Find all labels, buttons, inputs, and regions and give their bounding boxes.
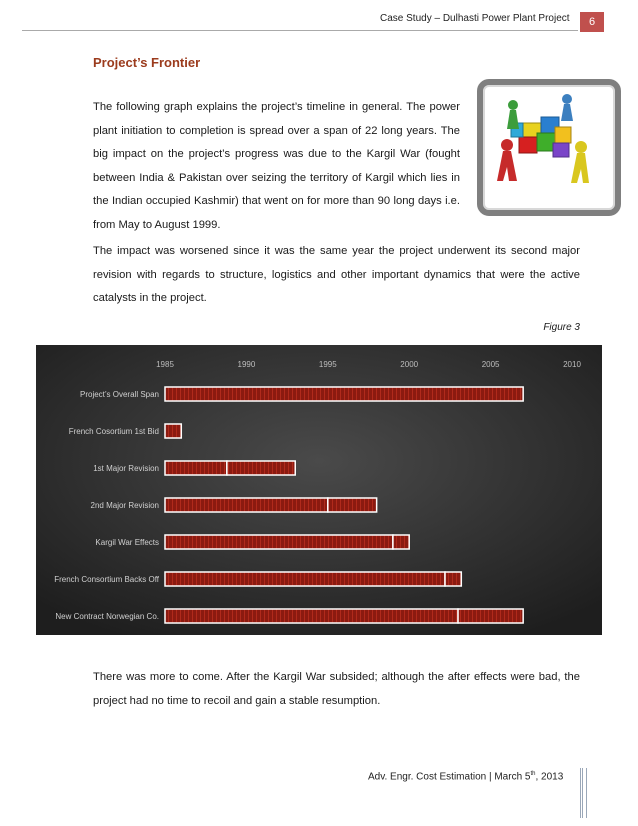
timeline-chart bbox=[36, 345, 602, 635]
x-tick-label-1995: 1995 bbox=[318, 360, 337, 369]
category-label-2: 1st Major Revision bbox=[93, 464, 159, 473]
x-tick-label-1985: 1985 bbox=[156, 360, 174, 369]
x-tick-label-1990: 1990 bbox=[237, 360, 256, 369]
timeline-bar-3-1 bbox=[328, 498, 377, 512]
section-title: Project’s Frontier bbox=[93, 55, 201, 70]
puzzle-team-image bbox=[483, 85, 603, 198]
category-label-1: French Cosortium 1st Bid bbox=[68, 427, 159, 436]
timeline-bar-3-0 bbox=[165, 498, 328, 512]
footer-text-main: Adv. Engr. Cost Estimation | March 5 bbox=[368, 771, 531, 783]
timeline-bar-1-0 bbox=[165, 424, 181, 438]
timeline-bar-4-1 bbox=[393, 535, 409, 549]
category-label-6: New Contract Norwegian Co. bbox=[55, 612, 159, 621]
category-label-4: Kargil War Effects bbox=[95, 538, 159, 547]
timeline-bar-6-0 bbox=[165, 609, 458, 623]
timeline-bar-2-1 bbox=[227, 461, 295, 475]
page-number-badge: 6 bbox=[580, 12, 604, 32]
category-label-5: French Consortium Backs Off bbox=[54, 575, 159, 584]
x-tick-label-2010: 2010 bbox=[563, 360, 581, 369]
category-label-0: Project’s Overall Span bbox=[80, 390, 159, 399]
paragraph-aftermath: There was more to come. After the Kargil War subsided; although the after effects were bad, the project had no time to recoil and gain a stable resumption. bbox=[93, 671, 580, 707]
figure-label: Figure 3 bbox=[543, 322, 580, 333]
paragraph-impact: The impact was worsened since it was the same year the project underwent its second major revision with regards to structure, logistics and other important dynamics that were the active catalysts in the project. bbox=[93, 245, 580, 304]
header-title: Case Study – Dulhasti Power Plant Project bbox=[380, 13, 570, 24]
timeline-bar-5-1 bbox=[445, 572, 461, 586]
footer-rule bbox=[580, 768, 587, 818]
timeline-chart-svg bbox=[36, 345, 602, 635]
paragraph-timeline-intro: The following graph explains the project’s timeline in general. The power plant initiation to completion is spread over a span of 22 long years. The big impact on the project’s progress was due to the Kargil War (fought between India & Pakistan over seizing the territory of Kargil which lies in the Indian occupied Kashmir) that went on for more than 90 long days i.e. from May to August 1999. bbox=[93, 101, 460, 231]
timeline-bar-2-0 bbox=[165, 461, 227, 475]
x-tick-label-2005: 2005 bbox=[481, 360, 500, 369]
timeline-bar-5-0 bbox=[165, 572, 445, 586]
category-label-3: 2nd Major Revision bbox=[90, 501, 159, 510]
footer-text bbox=[368, 771, 563, 782]
x-tick-label-2000: 2000 bbox=[400, 360, 419, 369]
footer-text-sup: th bbox=[530, 771, 536, 777]
header-rule bbox=[22, 30, 578, 31]
timeline-bar-6-1 bbox=[458, 609, 523, 623]
puzzle-team-illustration bbox=[477, 79, 621, 216]
timeline-bar-0-0 bbox=[165, 387, 523, 401]
timeline-bar-4-0 bbox=[165, 535, 393, 549]
footer-text-year: , 2013 bbox=[535, 771, 564, 783]
